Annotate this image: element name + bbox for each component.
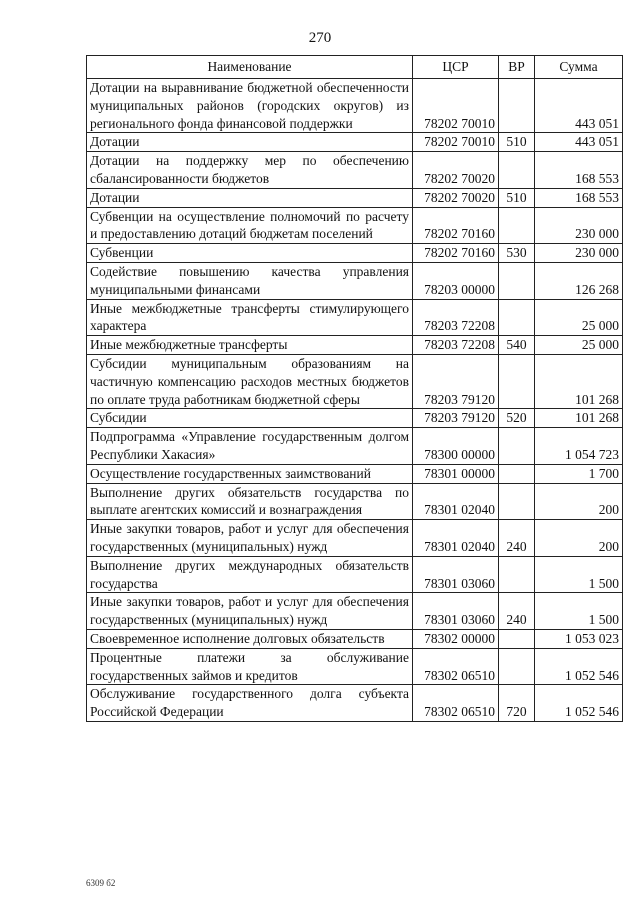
- footer-code: 6309 б2: [86, 878, 116, 888]
- sum-cell: 1 500: [535, 593, 623, 630]
- table-row: [87, 262, 623, 299]
- sum-cell: 1 052 546: [535, 648, 623, 685]
- sum-cell: 168 553: [535, 188, 623, 207]
- header-vr: ВР: [499, 56, 535, 79]
- sum-cell: 1 500: [535, 556, 623, 593]
- name-cell: Иные закупки товаров, работ и услуг для обеспечения государственных (муниципальных) нужд: [87, 593, 413, 630]
- vr-cell: [499, 152, 535, 189]
- vr-cell: 520: [499, 409, 535, 428]
- csr-cell: 78203 72208: [413, 336, 499, 355]
- sum-cell: 230 000: [535, 207, 623, 244]
- name-cell: Иные закупки товаров, работ и услуг для обеспечения государственных (муниципальных) нужд: [87, 520, 413, 557]
- name-cell: Дотации на поддержку мер по обеспечению сбалансированности бюджетов: [87, 152, 413, 189]
- name-cell: Своевременное исполнение долговых обязательств: [87, 629, 413, 648]
- vr-cell: [499, 464, 535, 483]
- vr-cell: [499, 207, 535, 244]
- vr-cell: 510: [499, 188, 535, 207]
- page-number: 270: [308, 30, 332, 46]
- sum-cell: 126 268: [535, 262, 623, 299]
- sum-cell: 1 052 546: [535, 685, 623, 722]
- vr-cell: [499, 354, 535, 408]
- vr-cell: 240: [499, 520, 535, 557]
- vr-cell: [499, 262, 535, 299]
- name-cell: Субвенции на осуществление полномочий по расчету и предоставлению дотаций бюджетам поселений: [87, 207, 413, 244]
- table-row: [87, 520, 623, 557]
- table-row: [87, 409, 623, 428]
- vr-cell: 540: [499, 336, 535, 355]
- table-row: [87, 464, 623, 483]
- name-cell: Подпрограмма «Управление государственным долгом Республики Хакасия»: [87, 428, 413, 465]
- table-row: [87, 188, 623, 207]
- name-cell: Процентные платежи за обслуживание государственных займов и кредитов: [87, 648, 413, 685]
- header-name: Наименование: [87, 56, 413, 79]
- table-row: [87, 336, 623, 355]
- name-cell: Субвенции: [87, 244, 413, 263]
- table-row: [87, 133, 623, 152]
- vr-cell: [499, 648, 535, 685]
- csr-cell: 78203 79120: [413, 409, 499, 428]
- name-cell: Субсидии: [87, 409, 413, 428]
- csr-cell: 78301 03060: [413, 556, 499, 593]
- vr-cell: [499, 556, 535, 593]
- vr-cell: 240: [499, 593, 535, 630]
- vr-cell: [499, 483, 535, 520]
- csr-cell: 78202 70010: [413, 79, 499, 133]
- csr-cell: 78203 79120: [413, 354, 499, 408]
- name-cell: Дотации: [87, 133, 413, 152]
- name-cell: Обслуживание государственного долга субъекта Российской Федерации: [87, 685, 413, 722]
- csr-cell: 78302 06510: [413, 648, 499, 685]
- vr-cell: [499, 79, 535, 133]
- sum-cell: 443 051: [535, 133, 623, 152]
- name-cell: Выполнение других международных обязательств государства: [87, 556, 413, 593]
- table-row: [87, 152, 623, 189]
- table-row: [87, 556, 623, 593]
- csr-cell: 78202 70020: [413, 188, 499, 207]
- csr-cell: 78202 70020: [413, 152, 499, 189]
- sum-cell: 101 268: [535, 409, 623, 428]
- table-row: [87, 299, 623, 336]
- table-row: [87, 648, 623, 685]
- csr-cell: 78302 06510: [413, 685, 499, 722]
- vr-cell: 720: [499, 685, 535, 722]
- sum-cell: 1 053 023: [535, 629, 623, 648]
- sum-cell: 101 268: [535, 354, 623, 408]
- sum-cell: 200: [535, 520, 623, 557]
- name-cell: Субсидии муниципальным образованиям на частичную компенсацию расходов местных бюджетов по оплате труда работникам бюджетной сферы: [87, 354, 413, 408]
- table-row: [87, 483, 623, 520]
- name-cell: Осуществление государственных заимствований: [87, 464, 413, 483]
- csr-cell: 78301 02040: [413, 520, 499, 557]
- name-cell: Выполнение других обязательств государства по выплате агентских комиссий и вознаграждения: [87, 483, 413, 520]
- vr-cell: [499, 428, 535, 465]
- table-row: [87, 207, 623, 244]
- table-row: [87, 244, 623, 263]
- csr-cell: 78203 00000: [413, 262, 499, 299]
- sum-cell: 168 553: [535, 152, 623, 189]
- sum-cell: 1 054 723: [535, 428, 623, 465]
- name-cell: Дотации: [87, 188, 413, 207]
- sum-cell: 230 000: [535, 244, 623, 263]
- budget-table: [86, 55, 623, 722]
- csr-cell: 78202 70010: [413, 133, 499, 152]
- csr-cell: 78301 03060: [413, 593, 499, 630]
- csr-cell: 78203 72208: [413, 299, 499, 336]
- header-csr: ЦСР: [413, 56, 499, 79]
- vr-cell: [499, 629, 535, 648]
- vr-cell: 530: [499, 244, 535, 263]
- table-row: [87, 428, 623, 465]
- table-body: [87, 79, 623, 722]
- csr-cell: 78300 00000: [413, 428, 499, 465]
- table-row: [87, 629, 623, 648]
- table-row: [87, 79, 623, 133]
- sum-cell: 443 051: [535, 79, 623, 133]
- table-row: [87, 354, 623, 408]
- name-cell: Иные межбюджетные трансферты стимулирующего характера: [87, 299, 413, 336]
- sum-cell: 25 000: [535, 299, 623, 336]
- name-cell: Иные межбюджетные трансферты: [87, 336, 413, 355]
- table-row: [87, 593, 623, 630]
- csr-cell: 78302 00000: [413, 629, 499, 648]
- name-cell: Содействие повышению качества управления муниципальными финансами: [87, 262, 413, 299]
- vr-cell: [499, 299, 535, 336]
- name-cell: Дотации на выравнивание бюджетной обеспеченности муниципальных районов (городских округов) из регионального фонда финансовой поддержки: [87, 79, 413, 133]
- header-row: [87, 56, 623, 79]
- vr-cell: 510: [499, 133, 535, 152]
- header-sum: Сумма: [535, 56, 623, 79]
- csr-cell: 78301 00000: [413, 464, 499, 483]
- sum-cell: 1 700: [535, 464, 623, 483]
- sum-cell: 200: [535, 483, 623, 520]
- csr-cell: 78301 02040: [413, 483, 499, 520]
- table-row: [87, 685, 623, 722]
- csr-cell: 78202 70160: [413, 244, 499, 263]
- sum-cell: 25 000: [535, 336, 623, 355]
- csr-cell: 78202 70160: [413, 207, 499, 244]
